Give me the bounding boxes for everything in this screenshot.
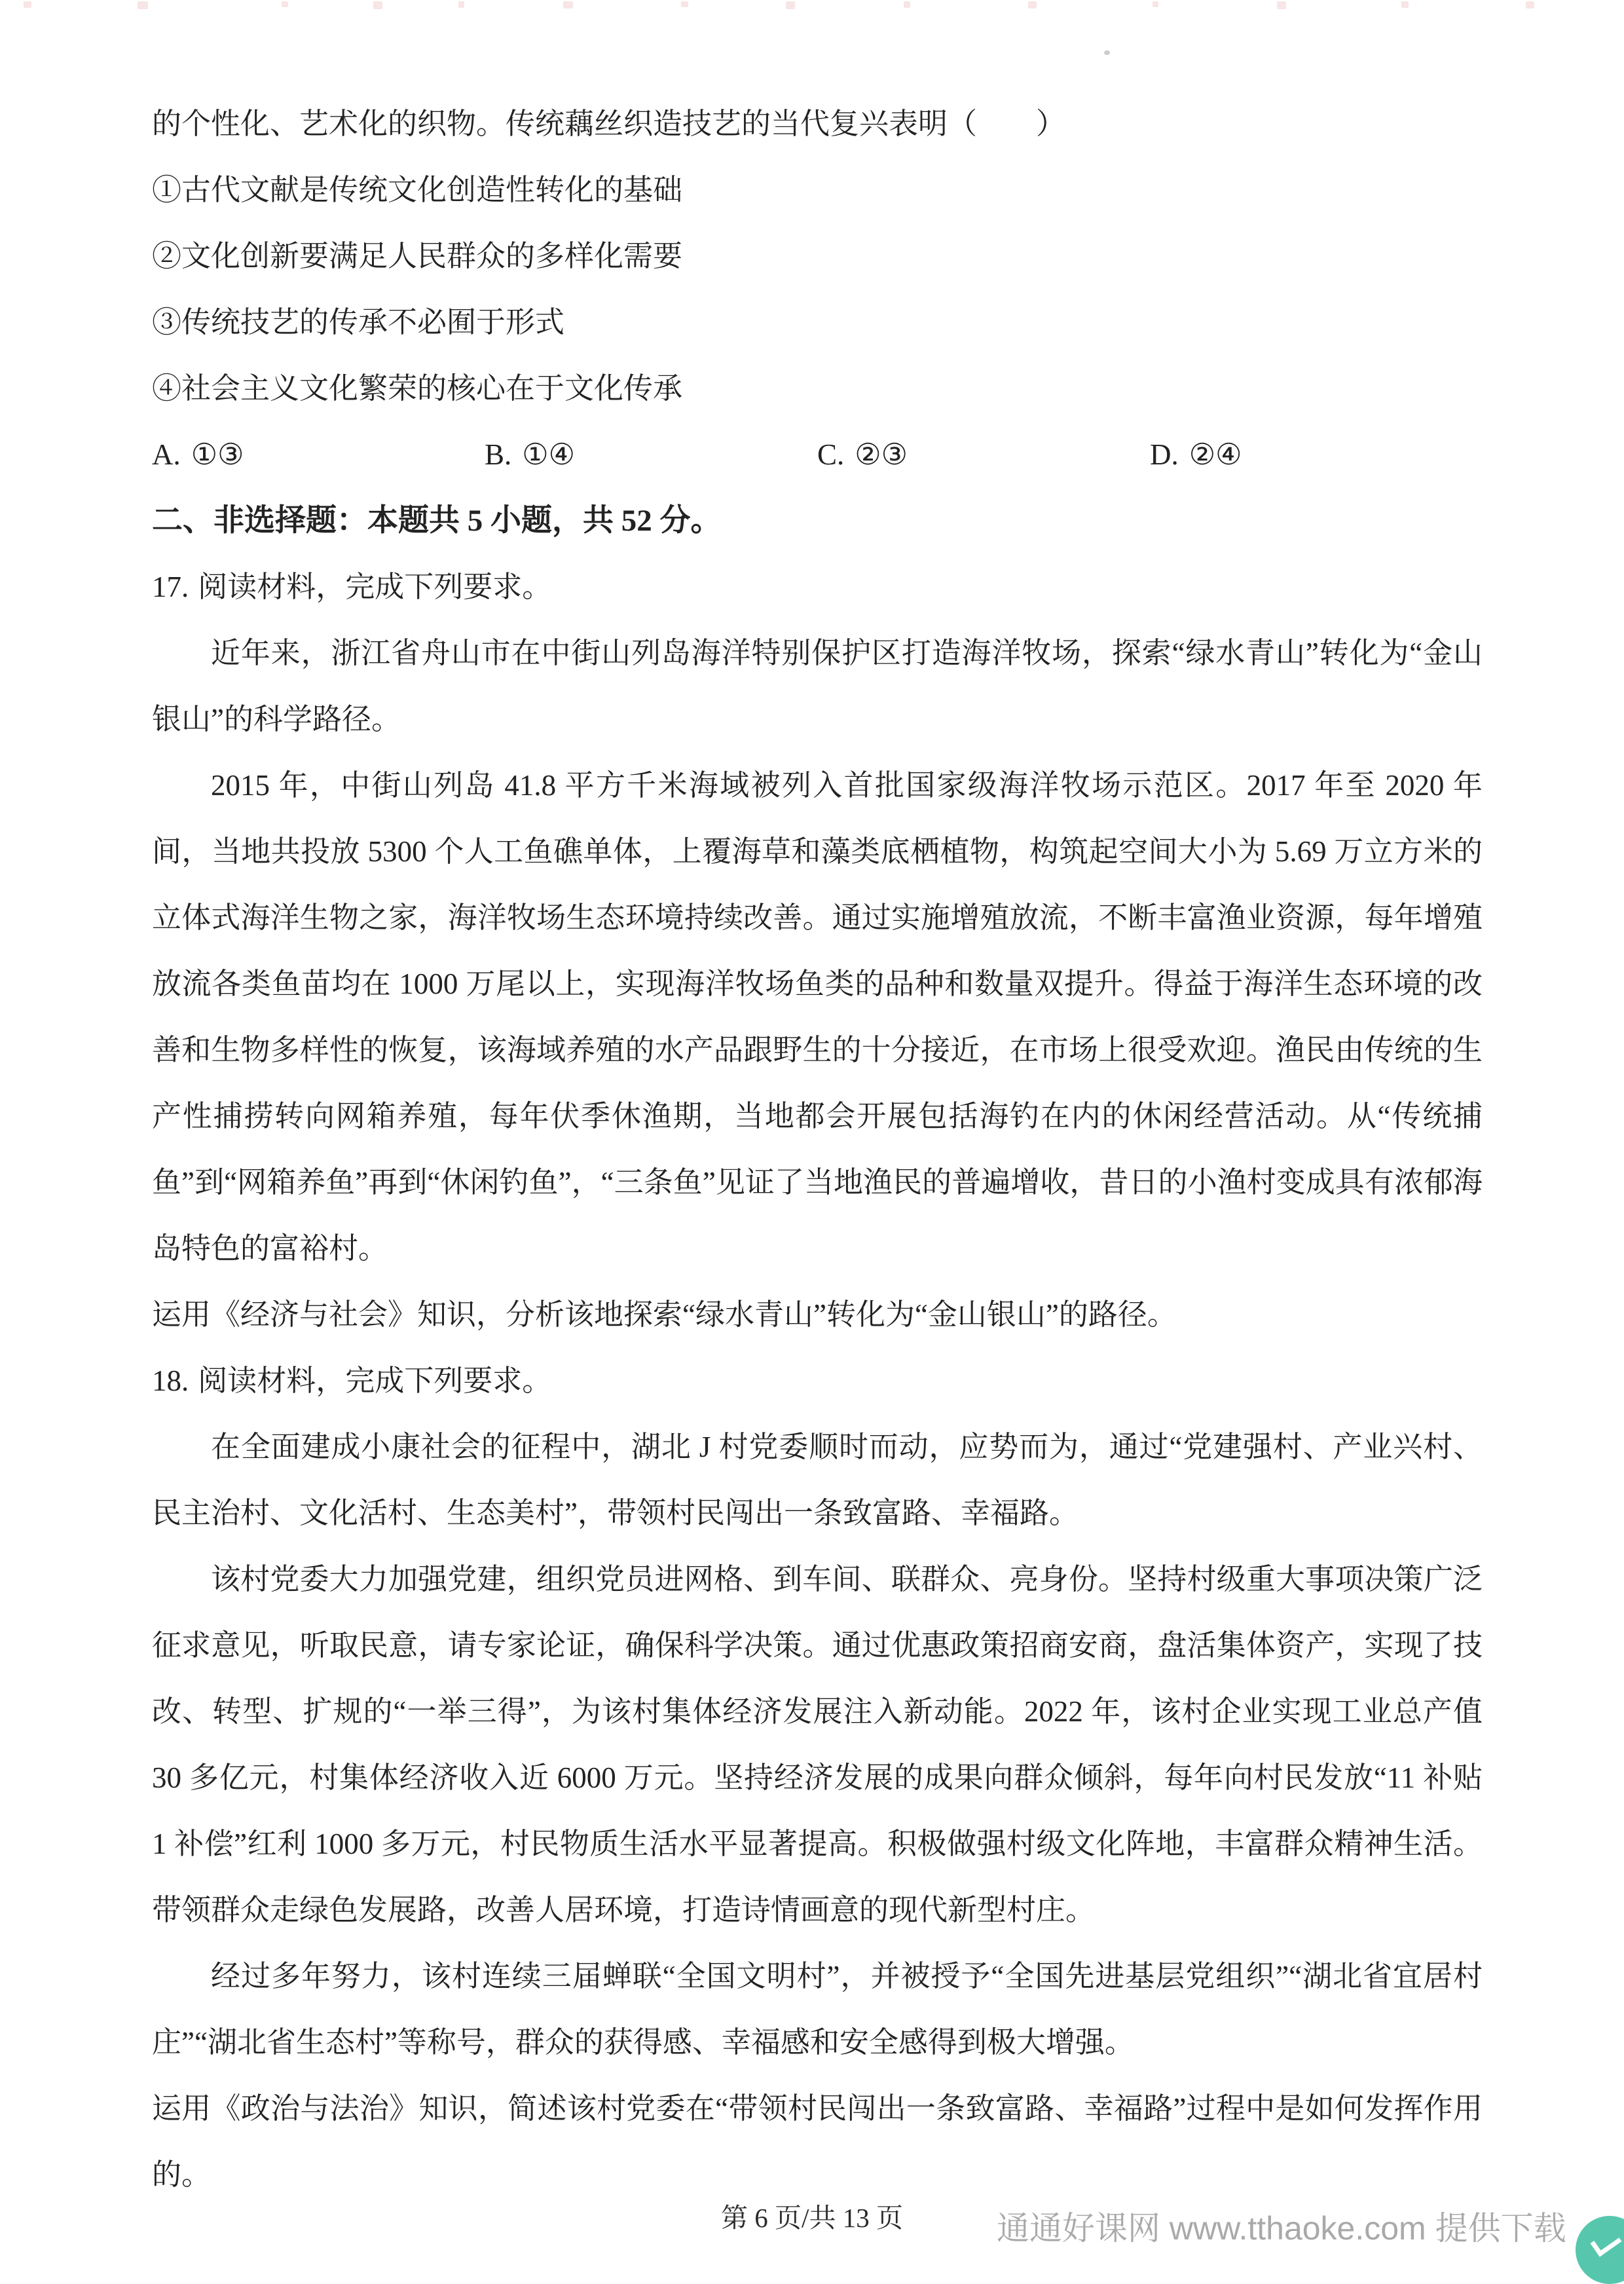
choice-c-label: C. [817, 438, 845, 471]
section-two-heading: 二、非选择题：本题共 5 小题，共 52 分。 [152, 504, 722, 538]
question17-paragraph-2: 2015 年，中街山列岛 41.8 平方千米海域被列入首批国家级海洋牧场示范区。2017 年至 2020 年间，当地共投放 5300 个人工鱼礁单体，上覆海草和藻类底栖植物，构筑起空间大小为 5.69 万立方米的立体式海洋生物之家，海洋牧场生态环境持续改善。通过实施增殖放流，不断丰富渔业资源，每年增殖放流各类鱼苗均在 1000 万尾以上，实现海洋牧场鱼类的品种和数量双提升。得益于海洋生态环境的改善和生物多样性的恢复，该海域养殖的水产品跟野生的十分接近，在市场上很受欢迎。渔民由传统的生产性捕捞转向网箱养殖，每年伏季休渔期，当地都会开展包括海钓在内的休闲经营活动。从“传统捕鱼”到“网箱养鱼”再到“休闲钓鱼”，“三条鱼”见证了当地渔民的普遍增收，昔日的小渔村变成具有浓郁海岛特色的富裕村。 [152, 769, 1483, 1265]
dust-speck [1104, 50, 1110, 55]
corner-logo-glyph [1591, 2228, 1622, 2257]
question18-instruction: 阅读材料，完成下列要求。 [198, 1364, 552, 1397]
choice-c [817, 422, 1150, 488]
footer-watermark: 通通好课网 www.tthaoke.com 提供下载 [997, 2210, 1566, 2247]
choice-b [485, 422, 817, 488]
question18-paragraph-3: 经过多年努力，该村连续三届蝉联“全国文明村”，并被授予“全国先进基层党组织”“湖北省宜居村庄”“湖北省生态村”等称号，群众的获得感、幸福感和安全感得到极大增强。 [152, 1960, 1483, 2059]
question18-paragraph-2: 该村党委大力加强党建，组织党员进网格、到车间、联群众、亮身份。坚持村级重大事项决策广泛征求意见，听取民意，请专家论证，确保科学决策。通过优惠政策招商安商，盘活集体资产，实现了技改、转型、扩规的“一举三得”，为该村集体经济发展注入新动能。2022 年，该村企业实现工业总产值 30 多亿元，村集体经济收入近 6000 万元。坚持经济发展的成果向群众倾斜，每年向村民发放“11 补贴 1 补偿”红利 1000 多万元，村民物质生活水平显著提高。积极做强村级文化阵地，丰富群众精神生活。带领群众走绿色发展路，改善人居环境，打造诗情画意的现代新型村庄。 [152, 1563, 1483, 1926]
question18-task: 运用《政治与法治》知识，简述该村党委在“带领村民闯出一条致富路、幸福路”过程中是如何发挥作用的。 [152, 2092, 1483, 2191]
choice-d-label: D. [1150, 438, 1179, 471]
choice-d [1150, 422, 1483, 488]
question17-paragraph-1: 近年来，浙江省舟山市在中街山列岛海洋特别保护区打造海洋牧场，探索“绿水青山”转化为“金山银山”的科学路径。 [152, 637, 1483, 736]
question17-number: 17. [152, 571, 189, 603]
question17-header [152, 554, 1483, 620]
question16-answer-choices [152, 422, 1483, 488]
question16-statement-2: ②文化创新要满足人民群众的多样化需要 [152, 240, 683, 272]
question17-task: 运用《经济与社会》知识，分析该地探索“绿水青山”转化为“金山银山”的路径。 [152, 1298, 1177, 1331]
question18-paragraph-1: 在全面建成小康社会的征程中，湖北 J 村党委顺时而动，应势而为，通过“党建强村、产业兴村、民主治村、文化活村、生态美村”，带领村民闯出一条致富路、幸福路。 [152, 1431, 1483, 1529]
document-body [152, 91, 1483, 2208]
question16-statement-3: ③传统技艺的传承不必囿于形式 [152, 306, 565, 339]
question17-instruction: 阅读材料，完成下列要求。 [198, 571, 552, 603]
choice-a-value: ①③ [191, 438, 244, 471]
question16-statement-1: ①古代文献是传统文化创造性转化的基础 [152, 174, 683, 206]
choice-d-value: ②④ [1189, 438, 1242, 471]
choice-c-value: ②③ [855, 438, 908, 471]
choice-b-value: ①④ [522, 438, 575, 471]
question16-stem-line: 的个性化、艺术化的织物。传统藕丝织造技艺的当代复兴表明（ ） [152, 107, 1066, 140]
choice-a-label: A. [152, 438, 181, 471]
choice-b-label: B. [485, 438, 512, 471]
question16-statement-4: ④社会主义文化繁荣的核心在于文化传承 [152, 372, 683, 405]
footer-page-number: 第 6 页/共 13 页 [721, 2203, 903, 2233]
question18-header [152, 1348, 1483, 1414]
choice-a [152, 422, 485, 488]
question18-number: 18. [152, 1364, 189, 1397]
